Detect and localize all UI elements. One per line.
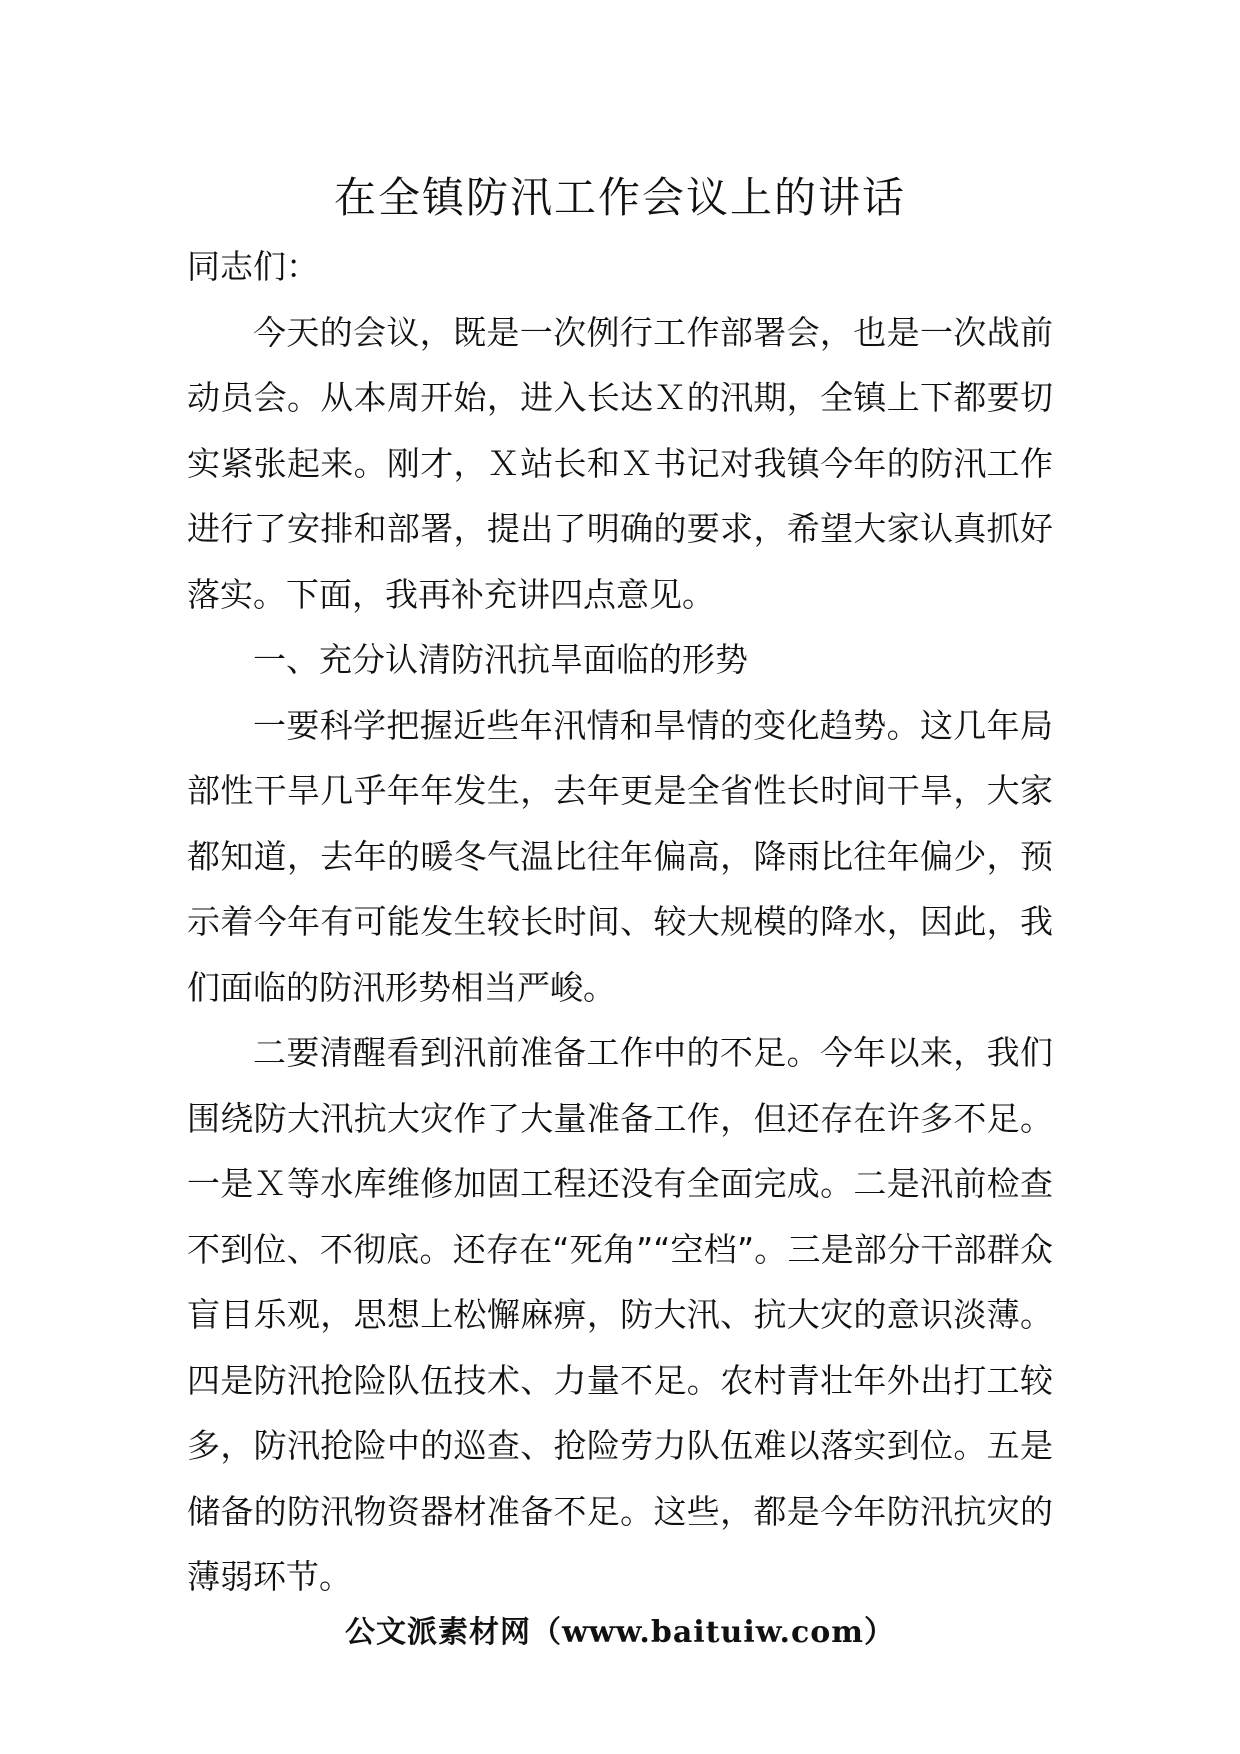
paragraph-shortcomings: 二要清醒看到汛前准备工作中的不足。今年以来，我们围绕防大汛抗大灾作了大量准备工作，但还存在许多不足。一是Ｘ等水库维修加固工程还没有全面完成。二是汛前检查不到位、不彻底。还存在“死角”“空档”。三是部分干部群众盲目乐观，思想上松懈麻痹，防大汛、抗大灾的意识淡薄。四是防汛抢险队伍技术、力量不足。农村青壮年外出打工较多，防汛抢险中的巡查、抢险劳力队伍难以落实到位。五是储备的防汛物资器材准备不足。这些，都是今年防汛抗灾的薄弱环节。 [187, 1033, 1053, 1596]
footer-watermark: 公文派素材网（www.baituiw.com） [344, 1615, 896, 1650]
paragraph-trend: 一要科学把握近些年汛情和旱情的变化趋势。这几年局部性干旱几乎年年发生，去年更是全省性长时间干旱，大家都知道，去年的暖冬气温比往年偏高，降雨比往年偏少，预示着今年有可能发生较长时间、较大规模的降水，因此，我们面临的防汛形势相当严峻。 [187, 705, 1053, 1007]
document-body [187, 234, 1053, 1610]
paragraph-intro: 今天的会议，既是一次例行工作部署会，也是一次战前动员会。从本周开始，进入长达Ｘ的汛期，全镇上下都要切实紧张起来。刚才，Ｘ站长和Ｘ书记对我镇今年的防汛工作进行了安排和部署，提出了明确的要求，希望大家认真抓好落实。下面，我再补充讲四点意见。 [187, 312, 1053, 614]
document-title: 在全镇防汛工作会议上的讲话 [333, 173, 906, 222]
salutation: 同志们： [187, 247, 319, 286]
section-heading-1: 一、充分认清防汛抗旱面临的形势 [253, 640, 748, 679]
